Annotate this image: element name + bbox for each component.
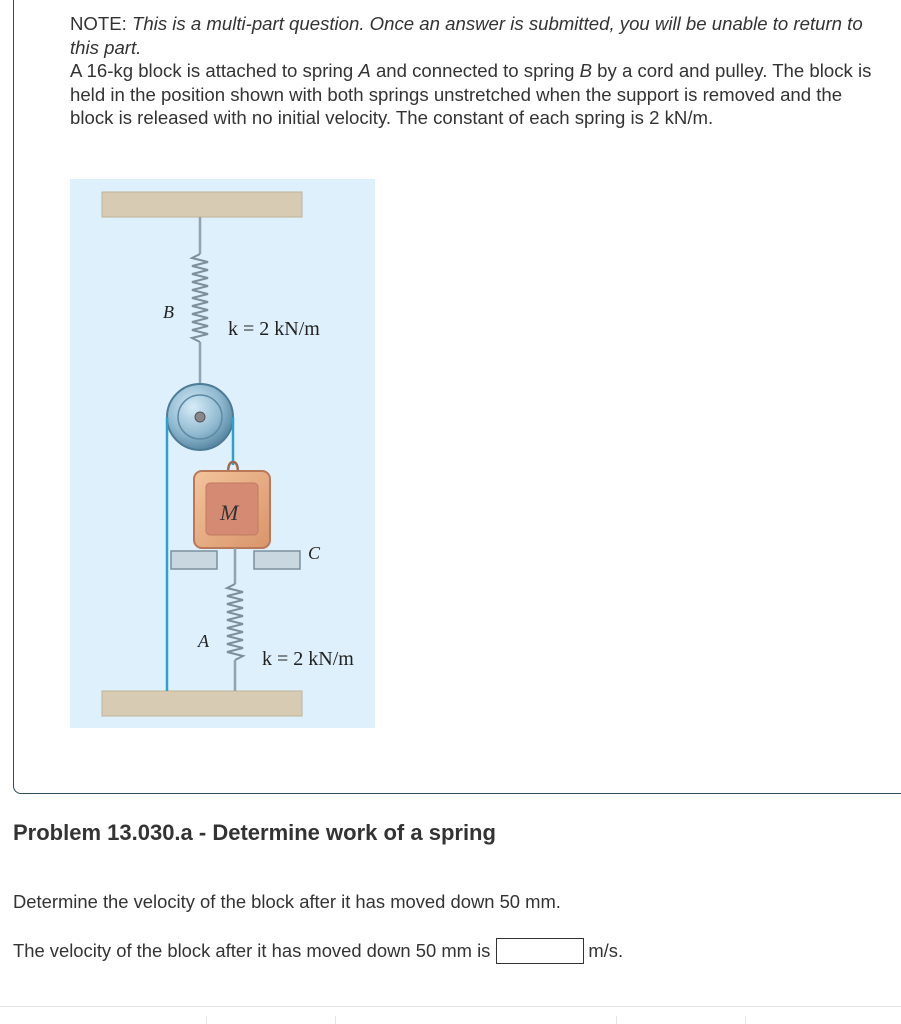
answer-row: [13, 936, 623, 966]
label-a: A: [198, 631, 209, 651]
answer-prefix: The velocity of the block after it has moved down 50 mm is: [13, 940, 491, 961]
bottom-tick: [206, 1016, 207, 1024]
stem-part-1: A 16-kg block is attached to spring: [70, 60, 359, 81]
label-m: M: [220, 500, 239, 525]
bottom-divider: [0, 1006, 901, 1007]
problem-title: Problem 13.030.a - Determine work of a spring: [13, 820, 496, 845]
bottom-tick: [745, 1016, 746, 1024]
label-c: C: [308, 543, 321, 563]
support-ledge-right: [254, 551, 300, 569]
stem-part-2: and connected to spring: [370, 60, 580, 81]
stem-part-3: by a cord and pulley. The block is held in the position shown with both springs unstretched when the support is removed and the block is released with no initial velocity. The constant of each spring is 2 kN/m.: [70, 60, 872, 128]
spring-pulley-figure: [70, 179, 375, 728]
label-spring-b-constant: k = 2 kN/m: [228, 318, 320, 340]
figure-drawing: [70, 179, 375, 728]
bottom-tick: [335, 1016, 336, 1024]
note-text: This is a multi-part question. Once an answer is submitted, you will be unable to return to this part.: [70, 13, 863, 58]
spring-b: [192, 254, 208, 342]
stem-spring-b: B: [579, 60, 592, 81]
support-ledge-left: [171, 551, 217, 569]
bottom-support: [102, 691, 302, 716]
spring-a: [227, 584, 243, 660]
velocity-answer-input[interactable]: [496, 938, 584, 964]
label-b: B: [163, 302, 174, 322]
pulley-axle: [195, 412, 205, 422]
problem-prompt: Determine the velocity of the block after it has moved down 50 mm.: [13, 891, 561, 912]
question-text: [70, 12, 890, 130]
note-label: NOTE:: [70, 13, 127, 34]
answer-unit: m/s.: [588, 940, 624, 961]
bottom-tick: [616, 1016, 617, 1024]
stem-spring-a: A: [358, 60, 371, 81]
top-support: [102, 192, 302, 217]
label-spring-a-constant: k = 2 kN/m: [262, 648, 354, 670]
